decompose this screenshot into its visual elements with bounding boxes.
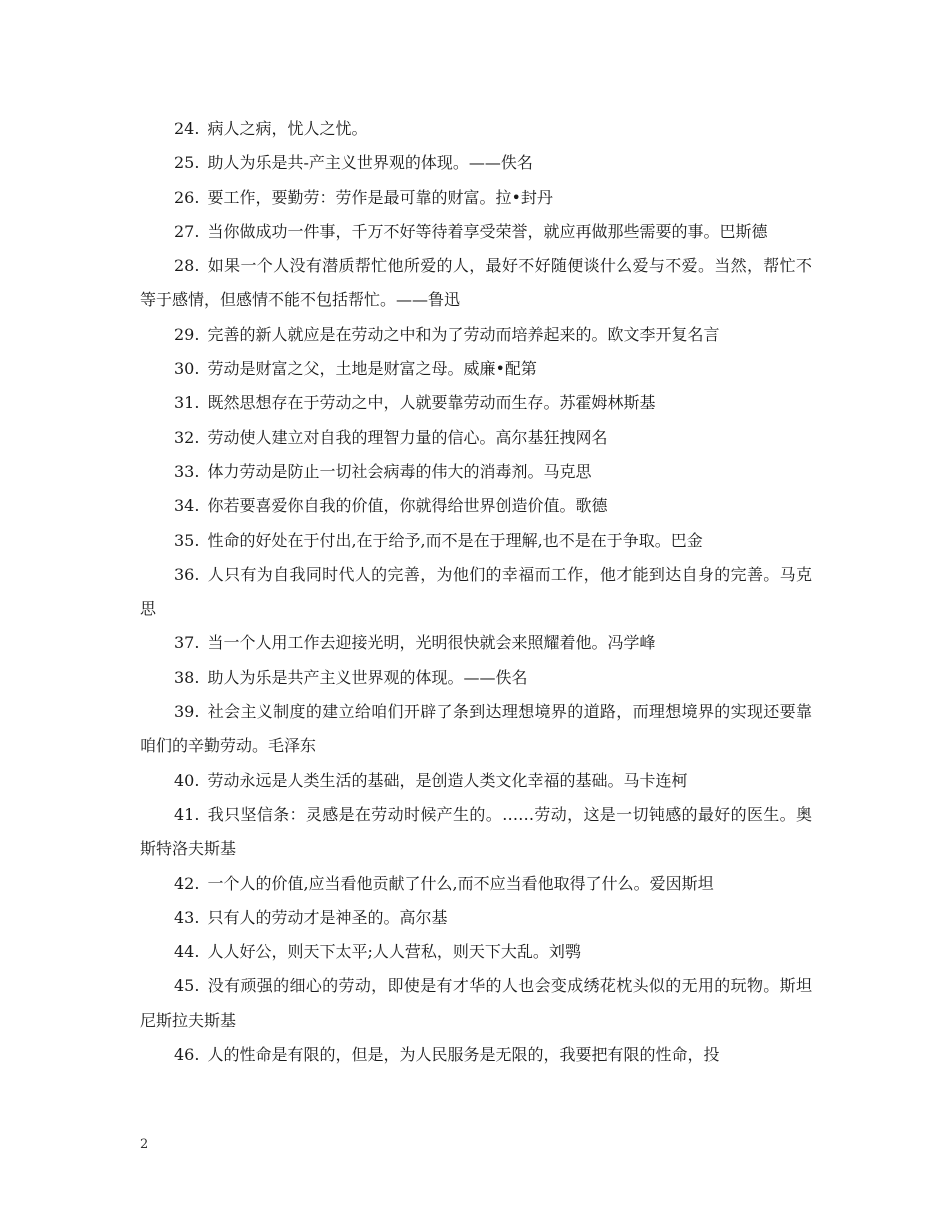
- quote-item: [140, 1038, 812, 1072]
- quote-item: [140, 352, 812, 386]
- quote-item: [140, 901, 812, 935]
- quote-text: 一个人的价值,应当看他贡献了什么,而不应当看他取得了什么。爱因斯坦: [207, 873, 714, 893]
- quote-number: 25.: [174, 153, 200, 173]
- quote-item: [140, 386, 812, 420]
- quote-text: 没有顽强的细心的劳动，即使是有才华的人也会变成绣花枕头似的无用的玩物。斯坦尼斯拉夫斯基: [140, 976, 812, 1030]
- quote-text: 性命的好处在于付出,在于给予,而不是在于理解,也不是在于争取。巴金: [207, 530, 703, 550]
- quote-number: 39.: [174, 702, 200, 722]
- quote-text: 人的性命是有限的，但是，为人民服务是无限的，我要把有限的性命，投: [207, 1045, 720, 1065]
- quote-item: [140, 421, 812, 455]
- quote-text: 当一个人用工作去迎接光明，光明很快就会来照耀着他。冯学峰: [207, 633, 656, 653]
- quote-text: 要工作，要勤劳：劳作是最可靠的财富。拉•封丹: [207, 187, 553, 207]
- quote-item: [140, 181, 812, 215]
- quote-text: 助人为乐是共-产主义世界观的体现。——佚名: [207, 153, 533, 173]
- quote-text: 完善的新人就应是在劳动之中和为了劳动而培养起来的。欧文李开复名言: [207, 324, 720, 344]
- quote-text: 助人为乐是共产主义世界观的体现。——佚名: [207, 667, 528, 687]
- quote-text: 社会主义制度的建立给咱们开辟了条到达理想境界的道路，而理想境界的实现还要靠咱们的辛勤劳动。毛泽东: [140, 702, 812, 756]
- quote-number: 34.: [174, 496, 200, 516]
- quote-item: [140, 215, 812, 249]
- document-body: [140, 112, 812, 1072]
- quote-number: 33.: [174, 461, 200, 481]
- quote-number: 35.: [174, 530, 200, 550]
- quote-number: 42.: [174, 873, 200, 893]
- quote-number: 43.: [174, 907, 200, 927]
- quote-text: 劳动是财富之父，土地是财富之母。威廉•配第: [207, 359, 537, 379]
- quote-text: 只有人的劳动才是神圣的。高尔基: [207, 907, 448, 927]
- quote-item: [140, 112, 812, 146]
- quote-text: 如果一个人没有潜质帮忙他所爱的人，最好不好随便谈什么爱与不爱。当然，帮忙不等于感情，但感情不能不包括帮忙。——鲁迅: [140, 256, 812, 310]
- quote-item: [140, 318, 812, 352]
- quote-text: 劳动使人建立对自我的理智力量的信心。高尔基狂拽网名: [207, 427, 608, 447]
- quote-item: [140, 695, 812, 764]
- quote-text: 体力劳动是防止一切社会病毒的伟大的消毒剂。马克思: [207, 461, 592, 481]
- quote-number: 28.: [174, 256, 200, 276]
- quote-number: 41.: [174, 804, 200, 824]
- quote-item: [140, 455, 812, 489]
- quote-item: [140, 764, 812, 798]
- quote-text: 既然思想存在于劳动之中，人就要靠劳动而生存。苏霍姆林斯基: [207, 393, 656, 413]
- quote-number: 27.: [174, 221, 200, 241]
- quote-number: 44.: [174, 942, 200, 962]
- quote-text: 人人好公，则天下太平;人人营私，则天下大乱。刘鹗: [207, 942, 581, 962]
- quote-number: 46.: [174, 1045, 200, 1065]
- quote-text: 病人之病，忧人之忧。: [207, 119, 368, 138]
- quote-number: 40.: [174, 770, 200, 790]
- quote-item: [140, 661, 812, 695]
- quote-item: [140, 249, 812, 318]
- quote-number: 37.: [174, 633, 200, 653]
- quote-number: 24.: [174, 119, 200, 138]
- quote-text: 我只坚信条：灵感是在劳动时候产生的。……劳动，这是一切钝感的最好的医生。奥斯特洛夫斯基: [140, 804, 812, 859]
- quote-item: [140, 524, 812, 558]
- quote-item: [140, 489, 812, 523]
- quote-number: 38.: [174, 667, 200, 687]
- quote-item: [140, 935, 812, 969]
- quote-number: 31.: [174, 393, 200, 413]
- quote-number: 30.: [174, 359, 200, 379]
- quote-text: 劳动永远是人类生活的基础，是创造人类文化幸福的基础。马卡连柯: [207, 770, 688, 790]
- quote-item: [140, 146, 812, 180]
- quote-item: [140, 969, 812, 1038]
- quote-number: 36.: [174, 564, 200, 584]
- quote-text: 你若要喜爱你自我的价值，你就得给世界创造价值。歌德: [207, 496, 608, 516]
- quote-item: [140, 867, 812, 901]
- quote-item: [140, 558, 812, 627]
- quote-number: 45.: [174, 976, 200, 996]
- quote-number: 29.: [174, 324, 200, 344]
- quote-number: 26.: [174, 187, 200, 207]
- quote-item: [140, 626, 812, 660]
- page-number: 2: [140, 1137, 149, 1152]
- quote-number: 32.: [174, 427, 200, 447]
- quote-item: [140, 798, 812, 867]
- quote-text: 当你做成功一件事，千万不好等待着享受荣誉，就应再做那些需要的事。巴斯德: [207, 221, 768, 241]
- quote-text: 人只有为自我同时代人的完善，为他们的幸福而工作，他才能到达自身的完善。马克思: [140, 564, 812, 619]
